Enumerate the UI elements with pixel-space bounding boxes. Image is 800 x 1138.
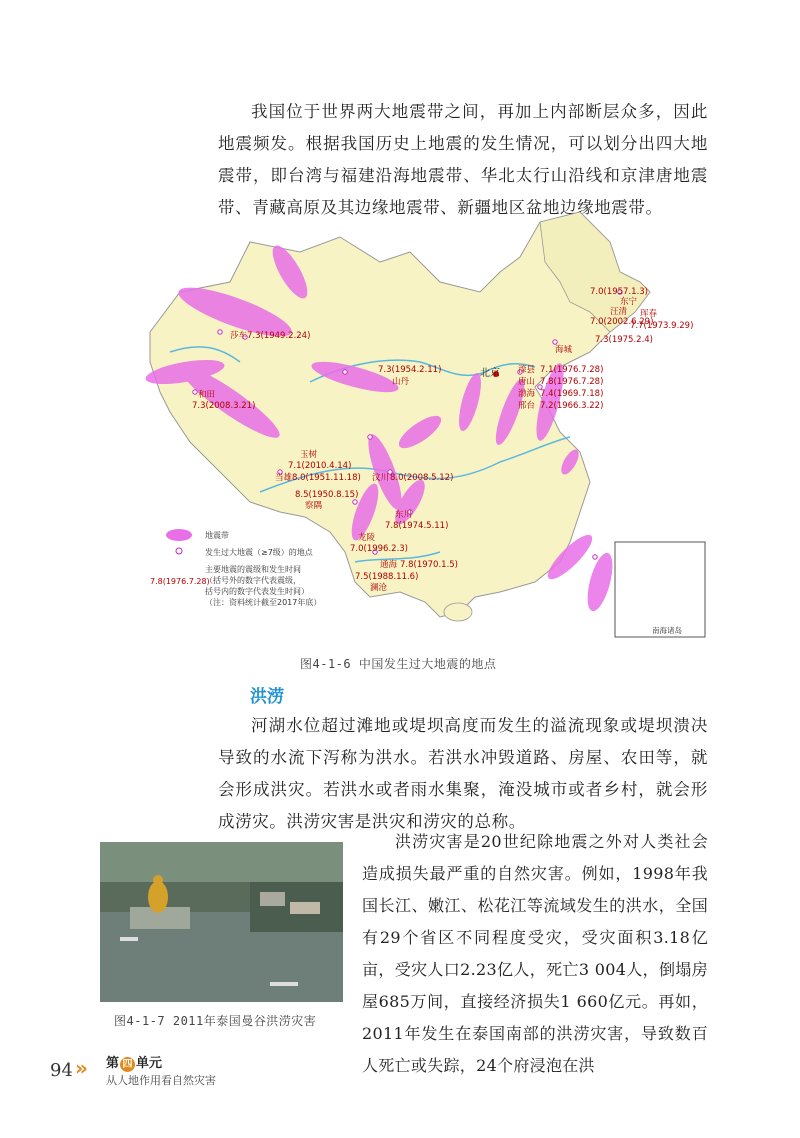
page-number: 94 [50,1060,73,1081]
label-wenchuan: 汶川 [372,473,390,483]
label-south-sea: 南海诸岛 [652,626,682,635]
label-tonghai: 通海 [380,560,398,570]
label-lancang-detail: 7.5(1988.11.6) [355,572,419,582]
hainan-island [444,603,472,621]
label-dongning: 东宁 [620,297,638,307]
label-longling: 龙陵 [358,533,376,543]
label-chayu-name: 察隅 [305,501,323,511]
label-wenchuan-detail: 8.0(2008.5.12) [390,473,454,483]
label-dongning-detail: 7.0(1957.1.3) [590,287,649,297]
label-shandan-detail: 7.3(1954.2.11) [378,365,442,375]
label-xingtai: 邢台 [518,401,536,411]
chevron-right-icon: » [75,1056,85,1080]
label-beijing: 北京 [480,368,500,379]
label-tonghai-detail: 7.8(1970.1.5) [400,560,459,570]
south-sea-inset-frame [615,542,705,637]
bangkok-flood-photo [100,842,343,1002]
label-shandan: 山丹 [392,377,410,387]
label-luanxian-detail: 7.1(1976.7.28) [540,365,604,375]
label-haicheng: 海城 [555,345,573,355]
legend-example: 7.8(1976.7.28) [150,577,210,586]
label-dongchuan-detail: 7.8(1974.5.11) [385,521,449,531]
map-legend [150,520,365,620]
label-dongchuan: 东川 [395,510,413,520]
label-hunchun: 珲春 [640,309,658,319]
legend-site-label: 发生过大地震（≥7级）的地点 [205,548,313,557]
label-tangshan: 唐山 [518,377,536,387]
label-bohai: 渤海 [518,389,536,399]
legend-note: 主要地震的震级和发生时间 （括号外的数字代表震级， 括号内的数字代表发生时间） （注：资料统计截至2017年底） [205,565,322,607]
legend-site-swatch [174,546,184,556]
map-caption: 图4-1-6 中国发生过大地震的地点 [300,657,497,671]
label-hetian: 和田 [198,390,216,400]
label-hetian-detail: 7.3(2008.3.21) [192,401,256,411]
label-lancang: 澜沧 [370,583,388,593]
label-tangshan-detail: 7.8(1976.7.28) [540,377,604,387]
label-wangqing: 汪清 [610,307,628,317]
label-xingtai-detail: 7.2(1966.3.22) [540,401,604,411]
label-longling-detail: 7.0(1996.2.3) [350,544,409,554]
unit-subtitle: 从人地作用看自然灾害 [106,1074,216,1087]
label-wangqing-detail: 7.0(2002.6.29) [590,317,654,327]
label-hunchun-detail: 7.7(1973.9.29) [630,321,694,331]
label-bohai-detail: 7.4(1969.7.18) [540,389,604,399]
unit-title: 第 四 单元 [106,1056,163,1071]
label-luanxian: 滦县 [518,365,536,375]
flood-column-text: 洪涝灾害是20世纪除地震之外对人类社会造成损失最严重的自然灾害。例如，1998年我国长江、嫩江、松花江等流域发生的洪水，全国有29个省区不同程度受灾，受灾面积3.18亿亩，受灾人口2.23亿人，死亡3 004人，倒塌房屋685万间，直接经济损失1 660亿元。再如，2011年发生在泰国南部的洪涝灾害，导致数百人死亡或失踪，24个府浸泡在洪 [362,832,708,1075]
label-dangxiong: 当雄8.0(1951.11.18) [275,473,361,483]
label-shache: 莎车7.3(1949.2.24) [230,331,311,341]
golden-buddha [148,881,168,913]
legend-belt-label: 地震带 [205,531,229,540]
label-yushu: 玉树 [300,450,318,460]
photo-caption: 图4-1-7 2011年泰国曼谷洪涝灾害 [114,1014,317,1028]
section-heading-flood: 洪涝 [250,687,284,707]
legend-belt-swatch [164,528,194,542]
label-chayu: 8.5(1950.8.15) [295,490,359,500]
flood-paragraph: 河湖水位超过滩地或堤坝高度而发生的溢流现象或堤坝溃决导致的水流下泻称为洪水。若洪水冲毁道路、房屋、农田等，就会形成洪灾。若洪水或者雨水集聚，淹没城市或者乡村，就会形成涝灾。洪涝灾害是洪灾和涝灾的总称。 [218,716,708,831]
intro-paragraph: 我国位于世界两大地震带之间，再加上内部断层众多，因此地震频发。根据我国历史上地震的发生情况，可以划分出四大地震带，即台湾与福建沿海地震带、华北太行山沿线和京津唐地震带、青藏高原及其边缘地震带、新疆地区盆地边缘地震带。 [218,102,708,217]
label-yushu-detail: 7.1(2010.4.14) [288,461,352,471]
label-haicheng-detail: 7.3(1975.2.4) [595,335,654,345]
